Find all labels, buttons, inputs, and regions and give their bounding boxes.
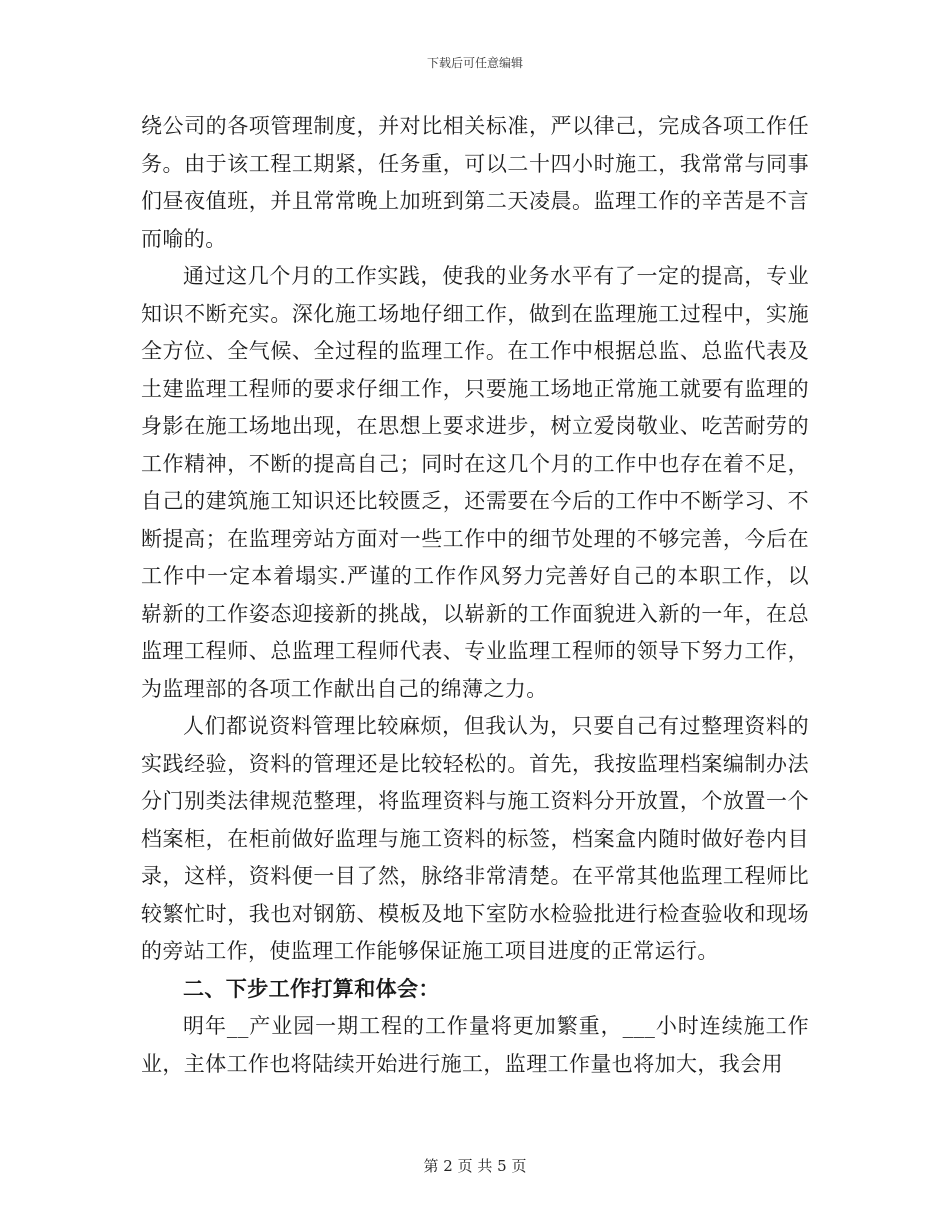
- section-heading: 二、下步工作打算和体会：: [183, 976, 440, 1001]
- paragraph-continued: 绕公司的各项管理制度，并对比相关标准，严以律己，完成各项工作任务。由于该工程工期紧，任务重，可以二十四小时施工，我常常与同事们昼夜值班，并且常常晚上加班到第二天凌晨。监理工作的辛苦是不言而喻的。: [141, 114, 809, 251]
- page-header: 下载后可任意编辑: [426, 56, 523, 70]
- page-number: 第 2 页 共 5 页: [423, 1157, 527, 1175]
- paragraph-next-year-plan: 明年__产业园一期工程的工作量将更加繁重，___小时连续施工作业，主体工作也将陆续开始进行施工，监理工作量也将加大，我会用: [141, 1014, 809, 1076]
- paragraph-document-management: 人们都说资料管理比较麻烦，但我认为，只要自己有过整理资料的实践经验，资料的管理还是比较轻松的。首先，我按监理档案编制办法分门别类法律规范整理，将监理资料与施工资料分开放置，个放置一个档案柜，在柜前做好监理与施工资料的标签，档案盒内随时做好卷内目录，这样，资料便一目了然，脉络非常清楚。在平常其他监理工程师比较繁忙时，我也对钢筋、模板及地下室防水检验批进行检查验收和现场的旁站工作，使监理工作能够保证施工项目进度的正常运行。: [141, 714, 809, 963]
- paragraph-work-practice: 通过这几个月的工作实践，使我的业务水平有了一定的提高，专业知识不断充实。深化施工场地仔细工作，做到在监理施工过程中，实施全方位、全气候、全过程的监理工作。在工作中根据总监、总监代表及土建监理工程师的要求仔细工作，只要施工场地正常施工就要有监理的身影在施工场地出现，在思想上要求进步，树立爱岗敬业、吃苦耐劳的工作精神，不断的提高自己；同时在这几个月的工作中也存在着不足，自己的建筑施工知识还比较匮乏，还需要在今后的工作中不断学习、不断提高；在监理旁站方面对一些工作中的细节处理的不够完善，今后在工作中一定本着塌实.严谨的工作作风努力完善好自己的本职工作，以崭新的工作姿态迎接新的挑战，以崭新的工作面貌进入新的一年，在总监理工程师、总监理工程师代表、专业监理工程师的领导下努力工作，为监理部的各项工作献出自己的绵薄之力。: [141, 264, 809, 701]
- document-body: [141, 108, 809, 1083]
